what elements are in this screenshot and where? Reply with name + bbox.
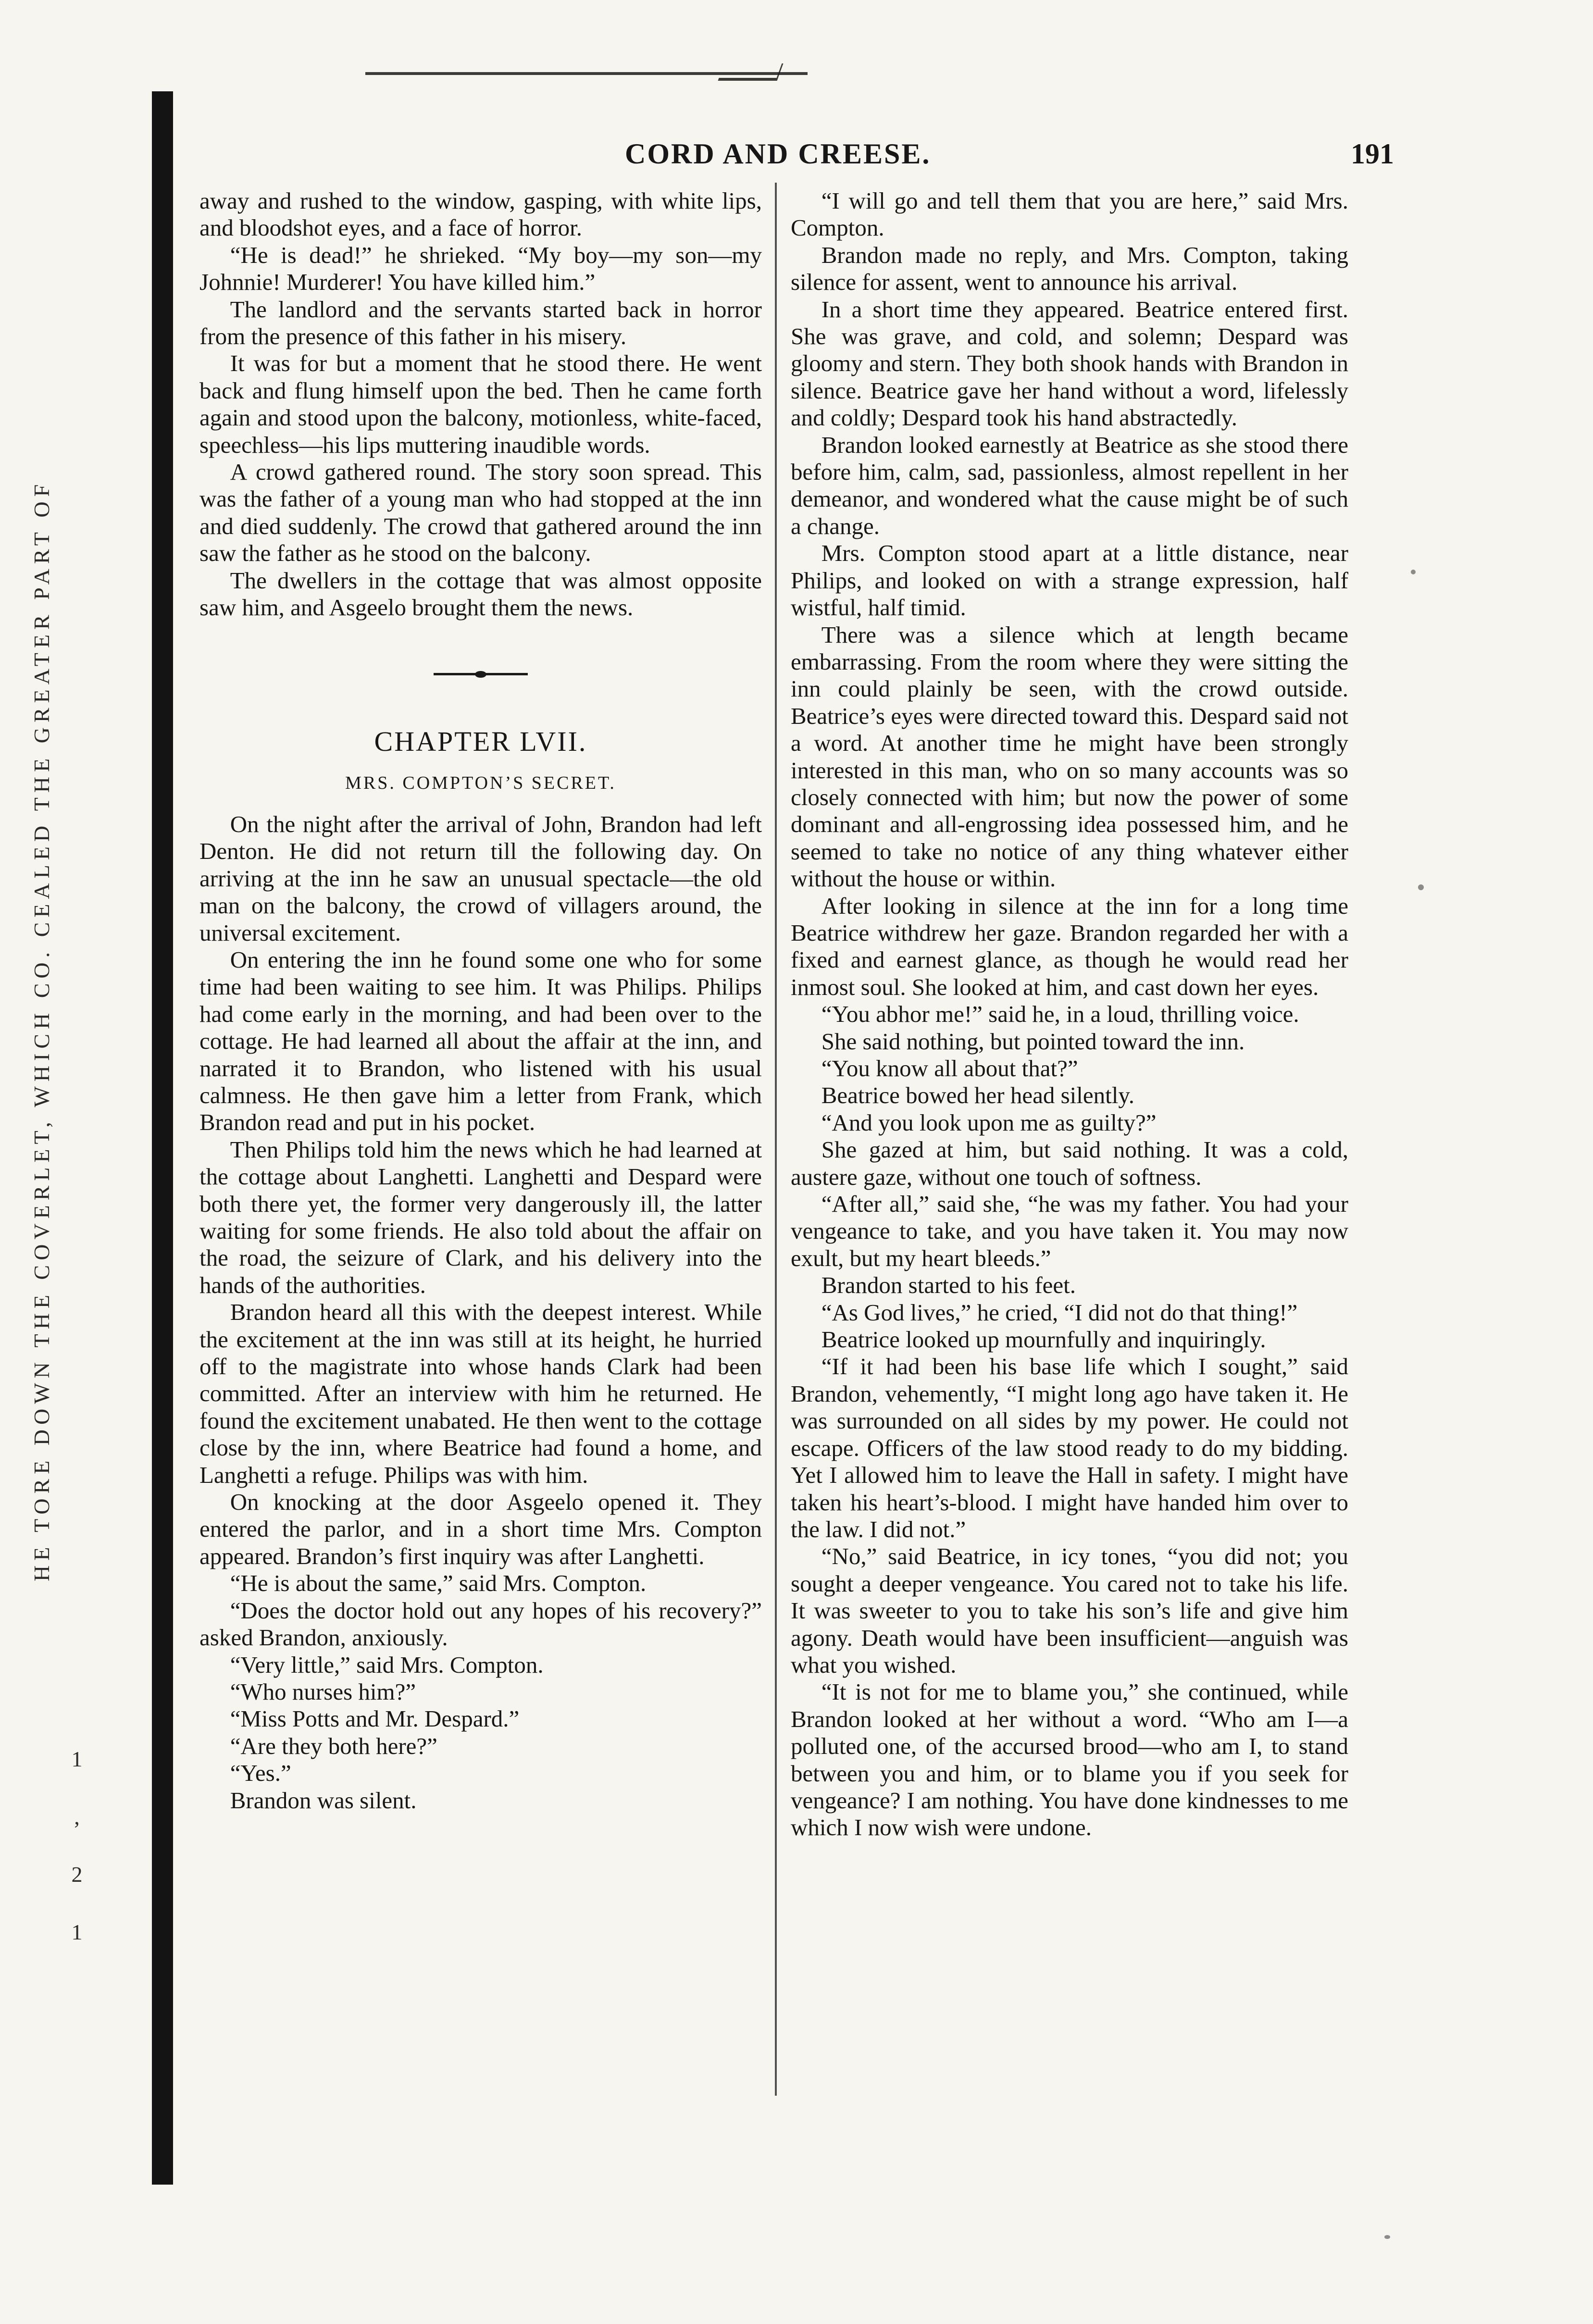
paragraph: On the night after the arrival of John, Brandon had left Denton. He did not return till the following day. On arriving at the inn he saw an unusual spectacle—the old man on the balcony, the crowd of villagers around, the universal excitement.: [199, 810, 762, 946]
margin-numeral: ,: [74, 1804, 80, 1829]
paragraph: “You abhor me!” said he, in a loud, thrilling voice.: [821, 1001, 1299, 1028]
paragraph: “Does the doctor hold out any hopes of his recovery?” asked Brandon, anxiously.: [199, 1597, 762, 1651]
paragraph: “If it had been his base life which I sought,” said Brandon, vehemently, “I might long ago have taken it. He was surrounded on all sides by my power. He could not escape. Officers of the law stood ready to do my bidding. Yet I allowed him to leave the Hall in safety. I might have taken his heart’s-blood. I might have handed him over to the law. I did not.”: [791, 1353, 1348, 1542]
paragraph: “It is not for me to blame you,” she continued, while Brandon looked at her without a word. “Who am I—a polluted one, of the accursed brood—who am I, to stand between you and him, or to blame you if you seek for vengeance? I am nothing. You have done kindnesses to me which I now wish were undone.: [791, 1678, 1348, 1841]
paragraph: There was a silence which at length became embarrassing. From the room where they were sitting the inn could plainly be seen, with the crowd outside. Beatrice’s eyes were directed toward this. Despard said not a word. At another time he might have been strongly interested in this man, who on so many accounts was so closely connected with him; but now the power of some dominant and all-engrossing idea possessed him, and he seemed to take no notice of any thing whatever either without the house or within.: [791, 621, 1348, 892]
margin-numeral: 1: [71, 1747, 83, 1771]
ornament-line: [434, 673, 477, 675]
paragraph: “No,” said Beatrice, in icy tones, “you did not; you sought a deeper vengeance. You cared not to take his life. It was sweeter to you to take his son’s life and give him agony. Death would have been insufficient—anguish was what you wished.: [791, 1543, 1348, 1678]
left-column-paragraphs-after: [199, 811, 762, 1814]
paragraph: “He is dead!” he shrieked. “My boy—my son—my Johnnie! Murderer! You have killed him.”: [199, 241, 762, 296]
top-rule-flourish: [718, 63, 783, 81]
paragraph: On knocking at the door Asgeelo opened it. They entered the parlor, and in a short time Mrs. Compton appeared. Brandon’s first inquiry was after Langhetti.: [199, 1489, 762, 1569]
paragraph: On entering the inn he found some one who for some time had been waiting to see him. It was Philips. Philips had come early in the morning, and had been over to the cottage. He had learned all about the affair at the inn, and narrated it to Brandon, who listened with his usual calmness. He then gave him a letter from Frank, which Brandon read and put in his pocket.: [199, 946, 762, 1136]
paragraph: The landlord and the servants started back in horror from the presence of this father in his misery.: [199, 296, 762, 350]
paragraph: “Miss Potts and Mr. Despard.”: [230, 1705, 520, 1732]
paragraph: It was for but a moment that he stood there. He went back and flung himself upon the bed. Then he came forth again and stood upon the balcony, motionless, white-faced, speechless—his lips muttering inaudible words.: [199, 350, 762, 458]
running-title: CORD AND CREESE.: [625, 138, 931, 170]
left-column: [199, 187, 762, 1814]
page-number: 191: [1351, 138, 1394, 170]
section-ornament: [199, 655, 762, 694]
paragraph: Then Philips told him the news which he had learned at the cottage about Langhetti. Langhetti and Despard were both there yet, the former very dangerously ill, the latter waiting for some friends. He also told about the affair on the road, the seizure of Clark, and his delivery into the hands of the authorities.: [199, 1136, 762, 1298]
column-divider: [775, 183, 777, 2096]
paragraph: Beatrice looked up mournfully and inquiringly.: [821, 1326, 1266, 1353]
paragraph: “He is about the same,” said Mrs. Compton.: [230, 1570, 647, 1597]
paragraph: In a short time they appeared. Beatrice entered first. She was grave, and cold, and solemn; Despard was gloomy and stern. They both shook hands with Brandon in silence. Beatrice gave her hand without a word, lifelessly and coldly; Despard took his hand abstractedly.: [791, 296, 1348, 431]
paper-speck: [1411, 570, 1416, 574]
paragraph: After looking in silence at the inn for a long time Beatrice withdrew her gaze. Brandon regarded her with a fixed and earnest glance, as though he would read her inmost soul. She looked at him, and cast down her eyes.: [791, 892, 1348, 1000]
margin-numeral: 2: [71, 1862, 83, 1887]
chapter-heading: CHAPTER LVII.: [374, 725, 587, 757]
paragraph: “You know all about that?”: [821, 1055, 1078, 1081]
binding-margin-numerals: [67, 1730, 87, 1961]
right-column-paragraphs: [791, 187, 1348, 1841]
binding-bar: [152, 91, 173, 2185]
paragraph: “Are they both here?”: [230, 1732, 437, 1759]
paragraph: Beatrice bowed her head silently.: [821, 1082, 1134, 1109]
paragraph: “After all,” said she, “he was my father. You had your vengeance to take, and you have taken it. You may now exult, but my heart bleeds.”: [791, 1191, 1348, 1271]
paragraph: “As God lives,” he cried, “I did not do that thing!”: [821, 1299, 1298, 1326]
paragraph: “Who nurses him?”: [230, 1678, 416, 1705]
binding-margin-text: HE TORE DOWN THE COVERLET, WHICH CO. CEALED THE GREATER PART OF: [29, 479, 54, 1581]
paragraph: Mrs. Compton stood apart at a little distance, near Philips, and looked on with a strange expression, half wistful, half timid.: [791, 540, 1348, 621]
paragraph: “Very little,” said Mrs. Compton.: [230, 1651, 544, 1678]
paragraph: The dwellers in the cottage that was almost opposite saw him, and Asgeelo brought them the news.: [199, 567, 762, 621]
paragraph: away and rushed to the window, gasping, with white lips, and bloodshot eyes, and a face of horror.: [199, 187, 762, 241]
chapter-subtitle: MRS. COMPTON’S SECRET.: [345, 772, 616, 793]
paragraph: Brandon made no reply, and Mrs. Compton, taking silence for assent, went to announce his arrival.: [791, 241, 1348, 296]
paragraph: A crowd gathered round. The story soon spread. This was the father of a young man who had stopped at the inn and died suddenly. The crowd that gathered around the inn saw the father as he stood on the balcony.: [199, 459, 762, 567]
paragraph: Brandon was silent.: [230, 1787, 417, 1814]
paper-speck: [1418, 884, 1424, 890]
running-head: [0, 137, 1593, 171]
paragraph: “And you look upon me as guilty?”: [821, 1109, 1157, 1136]
paper-speck: [1384, 2235, 1390, 2239]
left-column-paragraphs-before: [199, 187, 762, 621]
margin-numeral: 1: [71, 1920, 83, 1944]
paragraph: Brandon heard all this with the deepest interest. While the excitement at the inn was still at its height, he hurried off to the magistrate into whose hands Clark had been committed. After an interview with him he returned. He found the excitement unabated. He then went to the cottage close by the inn, where Beatrice had found a home, and Langhetti a refuge. Philips was with him.: [199, 1299, 762, 1488]
right-column: [791, 187, 1348, 1841]
paragraph: Brandon started to his feet.: [821, 1272, 1076, 1299]
paragraph: She said nothing, but pointed toward the inn.: [821, 1028, 1245, 1055]
paragraph: “Yes.”: [230, 1760, 291, 1787]
paragraph: She gazed at him, but said nothing. It was a cold, austere gaze, without one touch of softness.: [791, 1136, 1348, 1190]
paragraph: “I will go and tell them that you are here,” said Mrs. Compton.: [791, 187, 1348, 241]
ornament-line: [485, 673, 528, 675]
paragraph: Brandon looked earnestly at Beatrice as she stood there before him, calm, sad, passionless, almost repellent in her demeanor, and wondered what the cause might be of such a change.: [791, 431, 1348, 539]
